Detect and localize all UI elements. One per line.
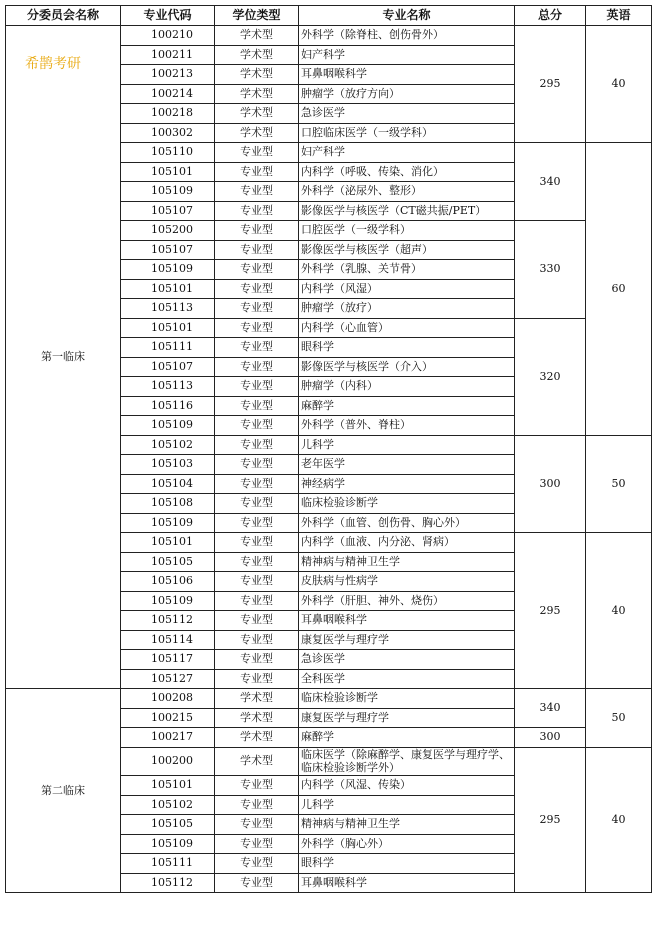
code-cell: 105111 [121, 854, 215, 874]
code-cell: 105101 [121, 318, 215, 338]
code-cell: 105109 [121, 260, 215, 280]
code-cell: 100211 [121, 45, 215, 65]
code-cell: 105103 [121, 455, 215, 475]
major-cell: 耳鼻咽喉科学 [299, 65, 515, 85]
degree-type-cell: 专业型 [215, 377, 299, 397]
code-cell: 105105 [121, 815, 215, 835]
major-cell: 全科医学 [299, 669, 515, 689]
degree-type-cell: 专业型 [215, 416, 299, 436]
code-cell: 100215 [121, 708, 215, 728]
major-cell: 外科学（普外、脊柱） [299, 416, 515, 436]
major-cell: 儿科学 [299, 435, 515, 455]
code-cell: 105116 [121, 396, 215, 416]
degree-type-cell: 学术型 [215, 104, 299, 124]
score-table [5, 5, 652, 893]
major-cell: 皮肤病与性病学 [299, 572, 515, 592]
code-cell: 100214 [121, 84, 215, 104]
degree-type-cell: 专业型 [215, 834, 299, 854]
degree-type-cell: 专业型 [215, 143, 299, 163]
code-cell: 105111 [121, 338, 215, 358]
table-body [6, 26, 652, 893]
code-cell: 105101 [121, 279, 215, 299]
major-cell: 眼科学 [299, 338, 515, 358]
english-score-cell: 40 [586, 747, 652, 893]
major-cell: 儿科学 [299, 795, 515, 815]
english-score-cell: 40 [586, 533, 652, 689]
code-cell: 100200 [121, 747, 215, 776]
major-cell: 耳鼻咽喉科学 [299, 873, 515, 893]
major-cell: 神经病学 [299, 474, 515, 494]
degree-type-cell: 专业型 [215, 338, 299, 358]
total-score-cell: 295 [515, 533, 586, 689]
degree-type-cell: 专业型 [215, 669, 299, 689]
degree-type-cell: 专业型 [215, 611, 299, 631]
major-cell: 口腔临床医学（一级学科） [299, 123, 515, 143]
code-cell: 105109 [121, 513, 215, 533]
code-cell: 105127 [121, 669, 215, 689]
degree-type-cell: 专业型 [215, 455, 299, 475]
major-cell: 内科学（呼吸、传染、消化） [299, 162, 515, 182]
code-cell: 105109 [121, 416, 215, 436]
header-row [6, 6, 652, 26]
degree-type-cell: 专业型 [215, 240, 299, 260]
major-cell: 临床检验诊断学 [299, 689, 515, 709]
code-cell: 105113 [121, 377, 215, 397]
header-code: 专业代码 [121, 6, 215, 26]
code-cell: 105107 [121, 201, 215, 221]
major-cell: 临床检验诊断学 [299, 494, 515, 514]
code-cell: 105101 [121, 162, 215, 182]
header-degree-type: 学位类型 [215, 6, 299, 26]
header-total: 总分 [515, 6, 586, 26]
code-cell: 105112 [121, 873, 215, 893]
major-cell: 急诊医学 [299, 104, 515, 124]
major-cell: 内科学（风湿） [299, 279, 515, 299]
english-score-cell: 50 [586, 689, 652, 748]
major-cell: 外科学（血管、创伤骨、胸心外） [299, 513, 515, 533]
total-score-cell: 300 [515, 435, 586, 533]
degree-type-cell: 专业型 [215, 182, 299, 202]
code-cell: 105117 [121, 650, 215, 670]
code-cell: 105101 [121, 776, 215, 796]
degree-type-cell: 专业型 [215, 260, 299, 280]
degree-type-cell: 专业型 [215, 533, 299, 553]
code-cell: 100210 [121, 26, 215, 46]
code-cell: 105102 [121, 435, 215, 455]
major-cell: 口腔医学（一级学科） [299, 221, 515, 241]
major-cell: 康复医学与理疗学 [299, 708, 515, 728]
degree-type-cell: 学术型 [215, 65, 299, 85]
degree-type-cell: 专业型 [215, 299, 299, 319]
code-cell: 100217 [121, 728, 215, 748]
code-cell: 105109 [121, 182, 215, 202]
code-cell: 105105 [121, 552, 215, 572]
degree-type-cell: 专业型 [215, 513, 299, 533]
code-cell: 105109 [121, 591, 215, 611]
code-cell: 105200 [121, 221, 215, 241]
major-cell: 内科学（血液、内分泌、肾病） [299, 533, 515, 553]
degree-type-cell: 专业型 [215, 650, 299, 670]
major-cell: 妇产科学 [299, 45, 515, 65]
degree-type-cell: 专业型 [215, 357, 299, 377]
major-cell: 肿瘤学（放疗） [299, 299, 515, 319]
major-cell: 内科学（风湿、传染） [299, 776, 515, 796]
header-english: 英语 [586, 6, 652, 26]
degree-type-cell: 学术型 [215, 689, 299, 709]
code-cell: 105110 [121, 143, 215, 163]
committee-name: 第二临床 [41, 783, 85, 797]
total-score-cell: 340 [515, 143, 586, 221]
major-cell: 麻醉学 [299, 396, 515, 416]
degree-type-cell: 专业型 [215, 474, 299, 494]
total-score-cell: 295 [515, 26, 586, 143]
degree-type-cell: 专业型 [215, 552, 299, 572]
code-cell: 105109 [121, 834, 215, 854]
major-cell: 妇产科学 [299, 143, 515, 163]
degree-type-cell: 专业型 [215, 396, 299, 416]
major-cell: 外科学（除脊柱、创伤骨外） [299, 26, 515, 46]
major-cell: 精神病与精神卫生学 [299, 815, 515, 835]
major-cell: 眼科学 [299, 854, 515, 874]
code-cell: 100213 [121, 65, 215, 85]
code-cell: 105106 [121, 572, 215, 592]
code-cell: 105107 [121, 240, 215, 260]
total-score-cell: 330 [515, 221, 586, 319]
degree-type-cell: 专业型 [215, 435, 299, 455]
degree-type-cell: 专业型 [215, 795, 299, 815]
watermark-label: 希鹊考研 [25, 56, 81, 72]
degree-type-cell: 专业型 [215, 630, 299, 650]
code-cell: 105112 [121, 611, 215, 631]
major-cell: 外科学（泌尿外、整形） [299, 182, 515, 202]
committee-name: 第一临床 [41, 350, 85, 364]
degree-type-cell: 专业型 [215, 494, 299, 514]
major-cell: 外科学（肝胆、神外、烧伤） [299, 591, 515, 611]
committee-cell [6, 689, 121, 893]
english-score-cell: 40 [586, 26, 652, 143]
major-cell: 耳鼻咽喉科学 [299, 611, 515, 631]
code-cell: 105107 [121, 357, 215, 377]
major-cell: 肿瘤学（内科） [299, 377, 515, 397]
table-row [6, 26, 652, 46]
major-cell: 影像医学与核医学（超声） [299, 240, 515, 260]
degree-type-cell: 专业型 [215, 572, 299, 592]
degree-type-cell: 学术型 [215, 26, 299, 46]
degree-type-cell: 专业型 [215, 815, 299, 835]
code-cell: 100208 [121, 689, 215, 709]
major-cell: 麻醉学 [299, 728, 515, 748]
major-cell: 外科学（乳腺、关节骨） [299, 260, 515, 280]
degree-type-cell: 学术型 [215, 45, 299, 65]
major-cell: 肿瘤学（放疗方向） [299, 84, 515, 104]
major-cell: 影像医学与核医学（CT磁共振/PET） [299, 201, 515, 221]
degree-type-cell: 专业型 [215, 201, 299, 221]
code-cell: 105114 [121, 630, 215, 650]
committee-cell [6, 26, 121, 689]
code-cell: 100218 [121, 104, 215, 124]
code-cell: 105108 [121, 494, 215, 514]
degree-type-cell: 专业型 [215, 776, 299, 796]
english-score-cell: 50 [586, 435, 652, 533]
header-committee: 分委员会名称 [6, 6, 121, 26]
major-cell: 临床医学（除麻醉学、康复医学与理疗学、临床检验诊断学外） [299, 747, 515, 776]
code-cell: 105101 [121, 533, 215, 553]
degree-type-cell: 专业型 [215, 279, 299, 299]
degree-type-cell: 专业型 [215, 854, 299, 874]
degree-type-cell: 学术型 [215, 747, 299, 776]
total-score-cell: 300 [515, 728, 586, 748]
header-major: 专业名称 [299, 6, 515, 26]
degree-type-cell: 专业型 [215, 591, 299, 611]
degree-type-cell: 学术型 [215, 84, 299, 104]
code-cell: 105104 [121, 474, 215, 494]
total-score-cell: 320 [515, 318, 586, 435]
major-cell: 老年医学 [299, 455, 515, 475]
degree-type-cell: 学术型 [215, 123, 299, 143]
major-cell: 康复医学与理疗学 [299, 630, 515, 650]
major-cell: 精神病与精神卫生学 [299, 552, 515, 572]
total-score-cell: 295 [515, 747, 586, 893]
table-row [6, 689, 652, 709]
major-cell: 急诊医学 [299, 650, 515, 670]
major-cell: 内科学（心血管） [299, 318, 515, 338]
code-cell: 105102 [121, 795, 215, 815]
major-cell: 影像医学与核医学（介入） [299, 357, 515, 377]
code-cell: 100302 [121, 123, 215, 143]
degree-type-cell: 专业型 [215, 221, 299, 241]
degree-type-cell: 学术型 [215, 728, 299, 748]
major-cell: 外科学（胸心外） [299, 834, 515, 854]
degree-type-cell: 专业型 [215, 318, 299, 338]
code-cell: 105113 [121, 299, 215, 319]
degree-type-cell: 学术型 [215, 708, 299, 728]
english-score-cell: 60 [586, 143, 652, 436]
degree-type-cell: 专业型 [215, 873, 299, 893]
degree-type-cell: 专业型 [215, 162, 299, 182]
total-score-cell: 340 [515, 689, 586, 728]
